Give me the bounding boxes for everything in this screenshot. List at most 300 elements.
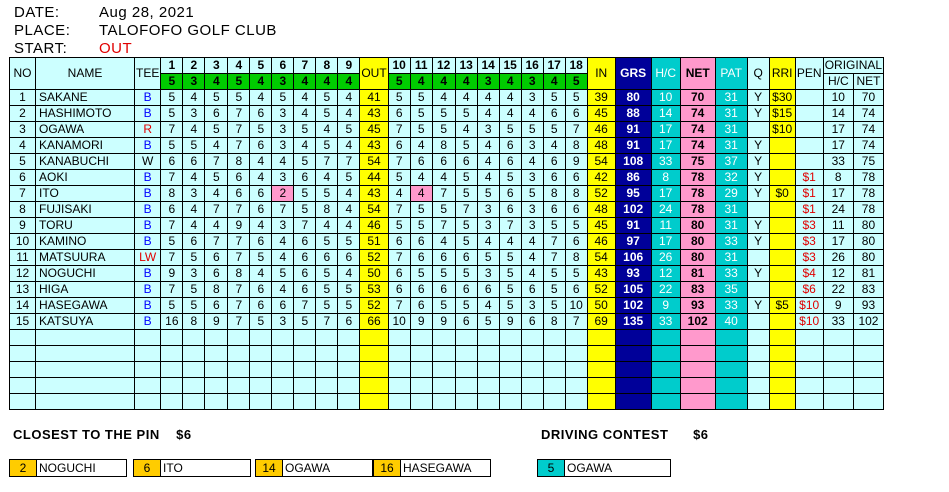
start-label: START: <box>14 40 68 57</box>
par-cell: 5 <box>388 74 410 90</box>
score-cell: 6 <box>499 186 521 202</box>
score-cell: 5 <box>338 282 360 298</box>
score-cell: 4 <box>338 266 360 282</box>
table-row <box>10 266 884 282</box>
score-cell: 5 <box>410 90 432 106</box>
player-name: KATSUYA <box>36 314 135 330</box>
score-cell: 5 <box>388 90 410 106</box>
table-row <box>10 186 884 202</box>
player-grs: 86 <box>615 170 651 186</box>
player-rri <box>769 250 795 266</box>
empty-cell <box>680 362 715 378</box>
player-name: KANAMORI <box>36 138 135 154</box>
score-cell: 5 <box>250 250 272 266</box>
empty-cell <box>410 394 432 410</box>
empty-cell <box>715 362 747 378</box>
player-q <box>747 314 769 330</box>
score-cell: 4 <box>388 186 410 202</box>
empty-cell <box>360 378 388 394</box>
score-cell: 4 <box>338 138 360 154</box>
empty-cell <box>565 378 587 394</box>
score-cell: 5 <box>316 234 338 250</box>
empty-cell <box>410 346 432 362</box>
winner-name: NOGUCHI <box>39 461 96 475</box>
empty-cell <box>432 362 455 378</box>
par-cell: 4 <box>294 74 316 90</box>
score-cell: 6 <box>294 234 316 250</box>
score-cell: 5 <box>161 106 183 122</box>
par-cell: 4 <box>410 74 432 90</box>
score-cell: 4 <box>272 234 294 250</box>
empty-cell <box>795 330 823 346</box>
subtotal-cell: 43 <box>587 266 615 282</box>
player-pat: 33 <box>715 298 747 314</box>
empty-cell <box>499 330 521 346</box>
empty-cell <box>651 330 680 346</box>
empty-cell <box>294 362 316 378</box>
score-cell: 4 <box>250 90 272 106</box>
score-cell: 5 <box>161 234 183 250</box>
date-label: DATE: <box>14 4 60 21</box>
table-row <box>10 298 884 314</box>
score-cell: 5 <box>410 202 432 218</box>
player-orig-net: 74 <box>853 138 883 154</box>
closest-label: CLOSEST TO THE PIN <box>13 427 160 442</box>
score-cell: 5 <box>565 90 587 106</box>
score-cell: 6 <box>477 282 499 298</box>
player-tee: B <box>135 298 161 314</box>
player-net: 80 <box>680 234 715 250</box>
score-cell: 4 <box>294 90 316 106</box>
empty-cell <box>294 330 316 346</box>
player-name: FUJISAKI <box>36 202 135 218</box>
score-cell: 4 <box>250 218 272 234</box>
player-hc: 12 <box>651 266 680 282</box>
score-cell: 5 <box>410 266 432 282</box>
player-tee: B <box>135 218 161 234</box>
empty-cell <box>410 378 432 394</box>
player-hc: 33 <box>651 314 680 330</box>
score-cell: 5 <box>455 234 477 250</box>
empty-cell <box>715 394 747 410</box>
player-grs: 93 <box>615 266 651 282</box>
score-cell: 8 <box>543 186 565 202</box>
player-tee: B <box>135 186 161 202</box>
score-cell: 6 <box>294 282 316 298</box>
player-pen: $1 <box>795 170 823 186</box>
score-cell: 8 <box>316 202 338 218</box>
empty-cell <box>565 346 587 362</box>
score-cell: 4 <box>250 154 272 170</box>
score-cell: 4 <box>477 90 499 106</box>
subtotal-cell: 39 <box>587 90 615 106</box>
score-cell: 6 <box>338 314 360 330</box>
player-net: 80 <box>680 250 715 266</box>
empty-cell <box>499 362 521 378</box>
place-value: TALOFOFO GOLF CLUB <box>99 22 277 39</box>
empty-cell <box>432 378 455 394</box>
empty-cell <box>250 362 272 378</box>
score-cell: 6 <box>432 282 455 298</box>
empty-cell <box>161 362 183 378</box>
score-cell: 6 <box>410 298 432 314</box>
table-row <box>10 170 884 186</box>
score-cell: 4 <box>432 90 455 106</box>
subtotal-cell: 53 <box>360 282 388 298</box>
player-orig-net: 102 <box>853 314 883 330</box>
score-cell: 4 <box>477 234 499 250</box>
score-cell: 3 <box>272 138 294 154</box>
empty-cell <box>183 378 205 394</box>
empty-cell <box>338 330 360 346</box>
empty-cell <box>615 362 651 378</box>
player-pen: $1 <box>795 202 823 218</box>
player-pat: 31 <box>715 106 747 122</box>
score-cell: 5 <box>565 266 587 282</box>
player-orig-hc: 8 <box>823 170 853 186</box>
score-cell: 4 <box>499 90 521 106</box>
player-rri <box>769 138 795 154</box>
score-cell: 7 <box>388 250 410 266</box>
player-net: 80 <box>680 218 715 234</box>
player-tee: B <box>135 90 161 106</box>
score-cell: 5 <box>316 138 338 154</box>
player-rri <box>769 154 795 170</box>
empty-cell <box>715 378 747 394</box>
score-cell: 4 <box>294 106 316 122</box>
score-cell: 6 <box>250 202 272 218</box>
player-orig-hc: 22 <box>823 282 853 298</box>
empty-cell <box>205 330 228 346</box>
empty-cell <box>388 362 410 378</box>
score-cell: 6 <box>294 250 316 266</box>
subtotal-cell: 45 <box>587 218 615 234</box>
player-name: HIGA <box>36 282 135 298</box>
empty-cell <box>228 394 250 410</box>
empty-cell <box>432 394 455 410</box>
subtotal-cell: 45 <box>587 106 615 122</box>
col-hole-3: 3 <box>205 58 228 74</box>
score-cell: 6 <box>410 250 432 266</box>
score-cell: 7 <box>228 202 250 218</box>
player-pat: 35 <box>715 282 747 298</box>
score-cell: 3 <box>272 106 294 122</box>
empty-cell <box>769 362 795 378</box>
place-label: PLACE: <box>14 22 71 39</box>
player-name: MATSUURA <box>36 250 135 266</box>
score-cell: 5 <box>161 90 183 106</box>
player-pat: 31 <box>715 218 747 234</box>
start-value: OUT <box>99 40 133 57</box>
subtotal-cell: 52 <box>360 250 388 266</box>
player-orig-hc: 24 <box>823 202 853 218</box>
winner-name: OGAWA <box>567 461 613 475</box>
score-cell: 6 <box>250 298 272 314</box>
col-hole-17: 17 <box>543 58 565 74</box>
player-orig-hc: 17 <box>823 186 853 202</box>
score-cell: 5 <box>250 122 272 138</box>
winner-hole: 6 <box>134 460 161 476</box>
score-cell: 4 <box>272 282 294 298</box>
score-cell: 5 <box>228 90 250 106</box>
subtotal-cell: 51 <box>360 234 388 250</box>
score-cell: 5 <box>499 170 521 186</box>
empty-cell <box>680 394 715 410</box>
score-cell: 7 <box>543 234 565 250</box>
score-cell: 7 <box>228 250 250 266</box>
score-cell: 6 <box>455 314 477 330</box>
col-hole-8: 8 <box>316 58 338 74</box>
empty-cell <box>477 362 499 378</box>
empty-cell <box>272 378 294 394</box>
empty-cell <box>823 394 853 410</box>
score-cell: 6 <box>294 266 316 282</box>
player-no: 6 <box>10 170 36 186</box>
score-cell: 5 <box>250 314 272 330</box>
score-cell: 6 <box>272 298 294 314</box>
player-tee: B <box>135 282 161 298</box>
player-pat: 31 <box>715 250 747 266</box>
driving-prize: $6 <box>693 427 709 442</box>
winner-hole: 16 <box>374 460 401 476</box>
empty-cell <box>432 346 455 362</box>
score-cell: 5 <box>338 170 360 186</box>
empty-cell <box>10 394 36 410</box>
score-cell: 9 <box>205 314 228 330</box>
score-cell: 9 <box>161 266 183 282</box>
winner-box <box>133 459 251 477</box>
subtotal-cell: 69 <box>587 314 615 330</box>
player-orig-net: 93 <box>853 298 883 314</box>
score-cell: 2 <box>272 186 294 202</box>
player-no: 8 <box>10 202 36 218</box>
player-no: 12 <box>10 266 36 282</box>
score-cell: 5 <box>294 186 316 202</box>
empty-cell <box>360 346 388 362</box>
table-row <box>10 122 884 138</box>
player-grs: 135 <box>615 314 651 330</box>
score-cell: 5 <box>338 298 360 314</box>
player-net: 74 <box>680 138 715 154</box>
player-q: Y <box>747 234 769 250</box>
player-orig-net: 83 <box>853 282 883 298</box>
date-value: Aug 28, 2021 <box>99 4 195 21</box>
player-pat: 31 <box>715 202 747 218</box>
empty-row <box>10 330 884 346</box>
empty-cell <box>680 378 715 394</box>
player-pen <box>795 122 823 138</box>
score-cell: 8 <box>565 250 587 266</box>
player-grs: 91 <box>615 122 651 138</box>
subtotal-cell: 42 <box>587 170 615 186</box>
player-tee: B <box>135 106 161 122</box>
empty-cell <box>477 378 499 394</box>
score-cell: 5 <box>205 170 228 186</box>
col-pen: PEN <box>795 58 823 90</box>
empty-cell <box>183 394 205 410</box>
empty-cell <box>388 346 410 362</box>
empty-cell <box>250 330 272 346</box>
player-orig-net: 78 <box>853 202 883 218</box>
score-cell: 3 <box>521 170 543 186</box>
player-orig-net: 74 <box>853 122 883 138</box>
empty-cell <box>10 330 36 346</box>
par-cell: 3 <box>477 74 499 90</box>
empty-cell <box>587 346 615 362</box>
player-no: 15 <box>10 314 36 330</box>
player-orig-hc: 12 <box>823 266 853 282</box>
player-orig-net: 75 <box>853 154 883 170</box>
player-q: Y <box>747 218 769 234</box>
col-hole-6: 6 <box>272 58 294 74</box>
score-cell: 6 <box>250 138 272 154</box>
player-no: 7 <box>10 186 36 202</box>
empty-cell <box>272 346 294 362</box>
empty-cell <box>183 346 205 362</box>
empty-cell <box>853 378 883 394</box>
par-cell: 4 <box>338 74 360 90</box>
score-cell: 7 <box>432 186 455 202</box>
player-rri: $30 <box>769 90 795 106</box>
player-no: 13 <box>10 282 36 298</box>
score-cell: 6 <box>161 202 183 218</box>
score-cell: 5 <box>455 218 477 234</box>
score-cell: 8 <box>543 314 565 330</box>
empty-cell <box>228 378 250 394</box>
player-net: 81 <box>680 266 715 282</box>
winner-box <box>537 459 671 477</box>
player-q: Y <box>747 138 769 154</box>
score-cell: 6 <box>543 202 565 218</box>
score-cell: 4 <box>183 90 205 106</box>
score-cell: 7 <box>432 218 455 234</box>
winner-hole: 2 <box>10 460 37 476</box>
player-name: NOGUCHI <box>36 266 135 282</box>
score-cell: 8 <box>565 186 587 202</box>
score-cell: 7 <box>228 298 250 314</box>
score-cell: 8 <box>228 154 250 170</box>
driving-label: DRIVING CONTEST <box>541 427 669 442</box>
player-net: 74 <box>680 122 715 138</box>
score-cell: 5 <box>455 106 477 122</box>
col-hole-14: 14 <box>477 58 499 74</box>
score-cell: 7 <box>228 138 250 154</box>
player-net: 74 <box>680 106 715 122</box>
player-name: AOKI <box>36 170 135 186</box>
subtotal-cell: 43 <box>360 186 388 202</box>
empty-cell <box>250 346 272 362</box>
score-cell: 5 <box>316 282 338 298</box>
score-cell: 3 <box>272 122 294 138</box>
score-cell: 6 <box>432 154 455 170</box>
score-cell: 5 <box>543 122 565 138</box>
empty-cell <box>36 394 135 410</box>
score-cell: 8 <box>228 266 250 282</box>
score-cell: 4 <box>338 90 360 106</box>
driving-contest-heading <box>541 427 709 442</box>
empty-cell <box>853 330 883 346</box>
score-cell: 4 <box>316 122 338 138</box>
score-cell: 6 <box>410 282 432 298</box>
player-grs: 106 <box>615 250 651 266</box>
score-cell: 8 <box>205 282 228 298</box>
score-cell: 7 <box>228 122 250 138</box>
score-cell: 6 <box>543 154 565 170</box>
player-no: 11 <box>10 250 36 266</box>
empty-cell <box>587 330 615 346</box>
empty-cell <box>680 346 715 362</box>
player-no: 4 <box>10 138 36 154</box>
score-cell: 4 <box>477 298 499 314</box>
table-row <box>10 202 884 218</box>
score-cell: 5 <box>521 186 543 202</box>
player-q: Y <box>747 186 769 202</box>
score-cell: 9 <box>499 314 521 330</box>
player-pen: $6 <box>795 282 823 298</box>
score-cell: 6 <box>565 170 587 186</box>
score-cell: 5 <box>294 314 316 330</box>
score-cell: 5 <box>455 298 477 314</box>
score-cell: 5 <box>543 298 565 314</box>
empty-cell <box>477 394 499 410</box>
col-tee: TEE <box>135 58 161 90</box>
score-cell: 6 <box>499 202 521 218</box>
empty-cell <box>183 330 205 346</box>
score-cell: 6 <box>521 282 543 298</box>
empty-cell <box>543 394 565 410</box>
player-hc: 26 <box>651 250 680 266</box>
par-cell: 5 <box>161 74 183 90</box>
empty-cell <box>36 330 135 346</box>
score-cell: 7 <box>272 202 294 218</box>
col-net: NET <box>680 58 715 90</box>
score-cell: 6 <box>388 106 410 122</box>
score-cell: 5 <box>316 186 338 202</box>
score-cell: 5 <box>499 298 521 314</box>
subtotal-cell: 41 <box>360 90 388 106</box>
player-hc: 9 <box>651 298 680 314</box>
empty-cell <box>432 330 455 346</box>
player-grs: 97 <box>615 234 651 250</box>
player-orig-hc: 17 <box>823 138 853 154</box>
empty-cell <box>161 330 183 346</box>
player-no: 1 <box>10 90 36 106</box>
subtotal-cell: 43 <box>360 138 388 154</box>
player-orig-hc: 11 <box>823 218 853 234</box>
par-cell: 4 <box>455 74 477 90</box>
player-q <box>747 250 769 266</box>
empty-cell <box>360 330 388 346</box>
score-cell: 6 <box>388 282 410 298</box>
empty-cell <box>521 378 543 394</box>
score-cell: 6 <box>410 234 432 250</box>
score-cell: 7 <box>205 234 228 250</box>
subtotal-cell: 50 <box>360 266 388 282</box>
score-cell: 10 <box>388 314 410 330</box>
empty-cell <box>615 394 651 410</box>
score-cell: 5 <box>388 170 410 186</box>
player-pen: $3 <box>795 234 823 250</box>
empty-cell <box>747 330 769 346</box>
player-orig-net: 80 <box>853 218 883 234</box>
empty-cell <box>250 394 272 410</box>
score-cell: 5 <box>272 90 294 106</box>
score-cell: 4 <box>521 266 543 282</box>
col-hole-OUT: OUT <box>360 58 388 90</box>
score-cell: 6 <box>205 266 228 282</box>
score-cell: 7 <box>294 218 316 234</box>
empty-cell <box>795 346 823 362</box>
